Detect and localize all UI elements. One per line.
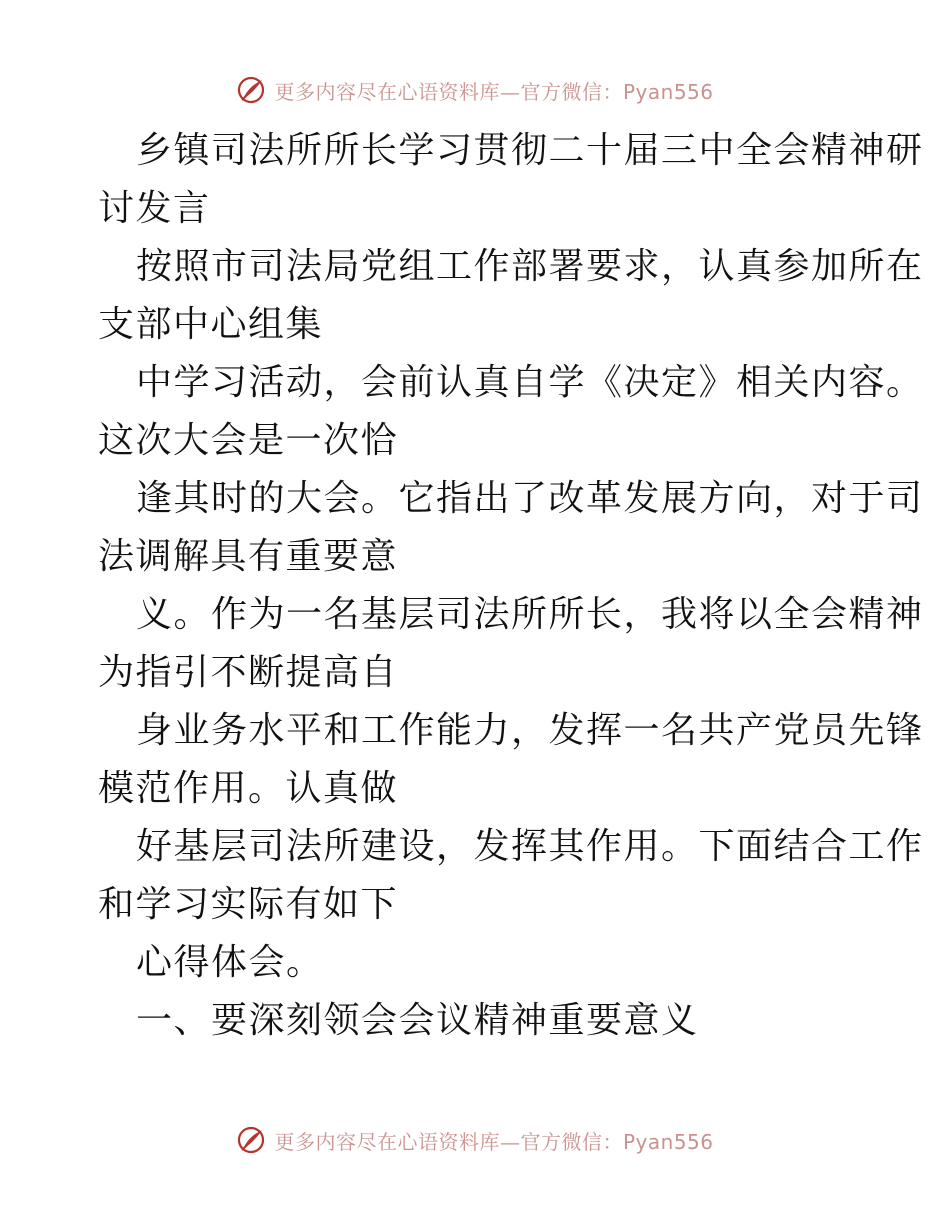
title-line-2: 讨发言 <box>98 188 211 229</box>
watermark-header <box>0 70 950 110</box>
text-line: 身业务水平和工作能力，发挥一名共产党员先锋 <box>136 710 924 751</box>
text-line: 按照市司法局党组工作部署要求，认真参加所在 <box>136 246 924 287</box>
quill-logo-icon <box>236 75 266 105</box>
document-body <box>98 122 924 1050</box>
text-line: 这次大会是一次恰 <box>98 420 399 461</box>
text-line: 和学习实际有如下 <box>98 884 399 925</box>
text-line: 模范作用。认真做 <box>98 768 399 809</box>
title-line-1: 乡镇司法所所长学习贯彻二十届三中全会精神研 <box>136 130 924 171</box>
text-line: 好基层司法所建设，发挥其作用。下面结合工作 <box>136 826 924 867</box>
text-line: 心得体会。 <box>136 942 324 983</box>
text-line: 支部中心组集 <box>98 304 324 345</box>
watermark-text: 更多内容尽在心语资料库—官方微信：Pyan556 <box>274 1129 714 1154</box>
watermark-text: 更多内容尽在心语资料库—官方微信：Pyan556 <box>274 79 714 104</box>
text-line: 法调解具有重要意 <box>98 536 399 577</box>
section-heading: 一、要深刻领会会议精神重要意义 <box>136 1000 699 1041</box>
text-line: 义。作为一名基层司法所所长，我将以全会精神 <box>136 594 924 635</box>
text-line: 为指引不断提高自 <box>98 652 399 693</box>
text-line: 中学习活动，会前认真自学《决定》相关内容。 <box>136 362 924 403</box>
watermark-footer <box>0 1120 950 1160</box>
quill-logo-icon <box>236 1125 266 1155</box>
text-line: 逢其时的大会。它指出了改革发展方向，对于司 <box>136 478 924 519</box>
